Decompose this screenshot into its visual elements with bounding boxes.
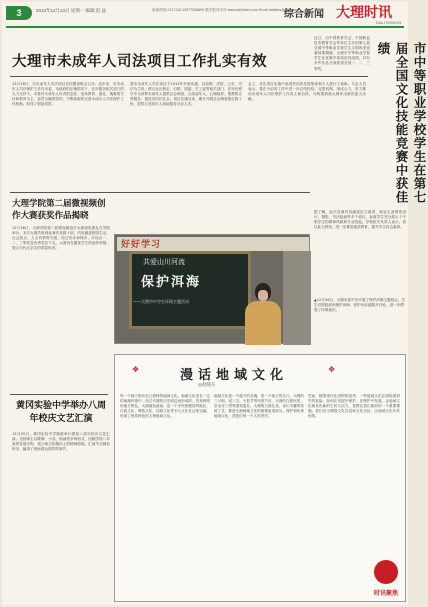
contact-line: 新闻热线:2127110 13577258899 数字报刊平台:www.dalishiso.com Email:dalisbw@163.com: [152, 8, 299, 12]
page-header: [2, 2, 408, 32]
header-divider: [6, 26, 404, 28]
feature-column-2: 地域文化是一个地方的灵魂，是一个地方的名片。大理的三月街、绕三灵、火把节等民族节庆，大理的白族民居、崇圣寺三塔等建筑遗存，大理的白族扎染、剑川木雕等传统工艺，都是大理地域文化的重要组成部分。保护和传承地域文化，是我们每一个人的责任。: [214, 394, 304, 419]
right-story-body-1: 近日，由中国教育学会、中国职业技术教育学会等单位主办的第七届全国中等职业学校学生文明风采竞赛结果揭晓，大理市中等职业学校学生在竞赛中取得优异成绩，共有多件作品分别获得全国一、二、三等奖。: [314, 36, 370, 71]
feature-column-3: 然而，随着现代化进程的加快，一些地域文化正面临着消失的危险。如何在发展中保护，在保护中发展，让地域文化焕发出新的生机与活力，是摆在我们面前的一个重要课题。我们应当增强文化自觉和文化自信，让地域文化代代相传。: [308, 394, 400, 419]
photo-banner-text: 好好学习: [121, 240, 162, 250]
column-logo: [368, 558, 404, 600]
masthead-brand: 大理时讯: [336, 5, 392, 21]
blackboard-line-2: 保护洱海: [141, 275, 202, 290]
feature-title: 漫话地域文化: [179, 368, 288, 383]
feature-ornament-left: ❖: [132, 365, 140, 374]
feature-ornament-right: ❖: [328, 365, 336, 374]
masthead-brand-en: DALI SHIXUN: [376, 20, 402, 25]
right-story-title-box: [374, 36, 427, 206]
right-story-body-2: 据了解，此次竞赛内容涵盖征文演讲、职业生涯规划设计、摄影、书法绘画等多个项目，参赛学生充分展示了中职学生的精神风貌和专业技能。学校相关负责人表示，将以此为契机，进一步推进素质教育，提升学生综合素养。: [314, 210, 406, 230]
feature-author: ◎赵晓东: [198, 383, 216, 388]
logo-emblem: [374, 560, 398, 584]
speaker-face: [258, 290, 268, 301]
lead-column-2: 我市未成年人司法项目于2012年开始实施，以检察、法院、公安、司法为主体，联合社区矫正、妇联、团委、关工委等相关部门，在诉讼程序中为涉罪未成年人提供社会调查、合适成年人、心理疏导、帮教矫正等服务，促进其回归社会。项目实施以来，累计开展社会调查报告数十份，提供合适成年人到场服务百余人次。: [130, 82, 242, 107]
logo-text: 时讯聚焦: [373, 590, 398, 597]
left-story-1-title: 大理学院第二届微视频创作大赛获奖作品揭晓: [12, 199, 106, 221]
blackboard-line-3: ——大理市中学生环保主题活动: [133, 299, 189, 304]
issue-date: 2013年12月23日 星期一 编辑:赵 晶: [36, 8, 107, 13]
left-story-2-title: 黄冈实验中学举办八周年校庆文艺汇演: [16, 401, 107, 424]
photo-wall: [283, 251, 311, 345]
right-story-title: 市中等职业学校学生在第七届全国文化技能竞赛中获佳绩: [376, 42, 427, 204]
newspaper-page: [2, 2, 427, 605]
section-rule-2: [10, 394, 108, 395]
section-name: 综合新闻: [284, 9, 324, 20]
photo-caption: ▲12月16日，大理市某中学开展了保护洱海主题班会。学生们围绕如何保护洱海、爱护母亲湖展开讨论，进一步增强了环保意识。: [314, 298, 405, 312]
section-rule-1: [10, 192, 310, 193]
lead-column-1: 12月18日，市未成年人司法项目总结暨表彰会召开。近年来，市未成年人司法保护工作在市委、市政府的正确领导下，在市级各相关部门的大力支持下，本着对未成年人负责的态度，坚持教育、感化、挽救的方针和教育为主、惩罚为辅的原则，不断探索和完善未成年人司法保护工作机制，取得了明显成效。: [12, 82, 124, 107]
left-story-1-body: 12月18日，大理学院第二届微视频创作大赛颁奖典礼在学院举行。本次大赛共收到参赛作品数十部，内容涵盖校园生活、社会热点、人文风情等方面。经过初评和终评，评选出一、二、三等奖及优秀奖若干名。大赛旨在激发学生的创作热情，展示当代大学生的青春风采。: [12, 226, 110, 251]
blackboard-line-1: 共爱山川河流: [143, 258, 185, 266]
lead-headline: 大理市未成年人司法项目工作扎实有效: [12, 54, 267, 70]
page-number-badge: 3: [6, 6, 32, 20]
activity-photo: [114, 234, 310, 344]
feature-column-1: 每一个地方都有自己独特的地域文化。地域文化是在一定的地理环境中，经过长期的历史积淀而形成的，具有鲜明的地方特色。大理地处滇西，是一个多民族聚居的地区，白族文化、彝族文化、回族文化等多元文化在这里交融，形成了独具特色的大理地域文化。: [120, 394, 210, 419]
lead-column-3: 会上，对在项目实施中表现突出的先进集体和个人进行了表彰。与会人员表示，将在今后的工作中进一步总结经验，完善机制，形成合力，努力推动未成年人司法保护工作再上新台阶，为构建和谐大理作出新的更大贡献。: [248, 82, 366, 102]
speaker-figure: [245, 301, 281, 345]
left-story-2-body: 12月20日，黄冈实验中学隆重举行建校八周年校庆文艺汇演。全校师生以歌舞、小品、朗诵等多种形式，回顾学校八年来的发展历程，展示师生积极向上的精神面貌。汇演节目精彩纷呈，赢得了现场观众的阵阵掌声。: [12, 432, 110, 452]
